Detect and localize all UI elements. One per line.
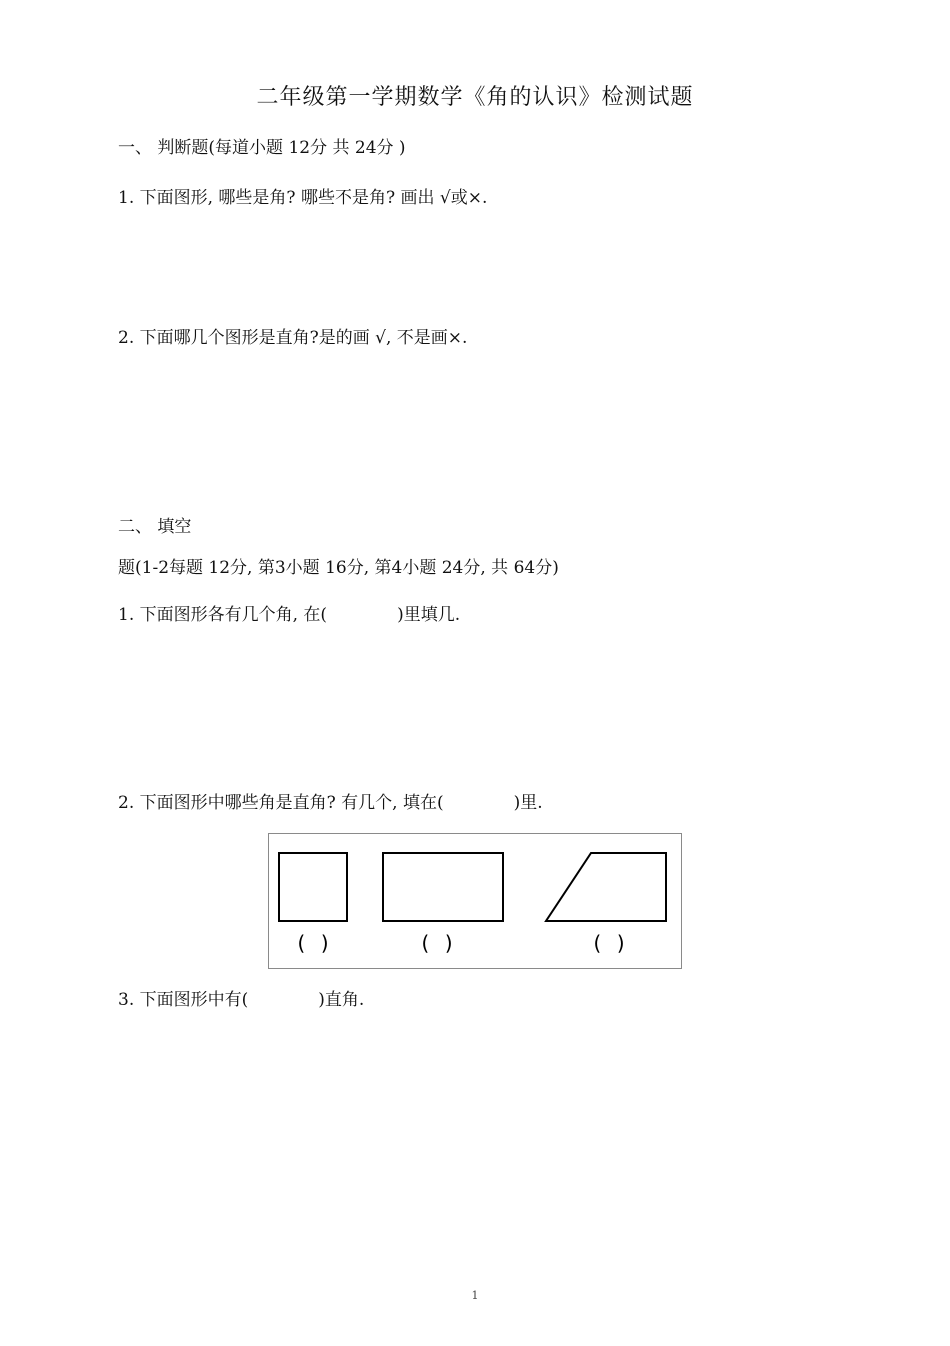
section1-question2: 2. 下面哪几个图形是直角?是的画 √, 不是画×. xyxy=(118,328,468,348)
shapes-figure xyxy=(268,833,682,969)
shapes-drawing xyxy=(269,834,683,970)
page-number: 1 xyxy=(471,1289,479,1302)
section1-question1: 1. 下面图形, 哪些是角? 哪些不是角? 画出 √或×. xyxy=(118,188,488,208)
question3-text-before: 3. 下面图形中有( xyxy=(118,990,249,1010)
section2-heading-line1: 二、 填空 xyxy=(118,517,192,537)
trapezoid-shape xyxy=(546,853,666,921)
rectangle-answer-label: ( ) xyxy=(418,931,456,955)
question1-text-after: )里填几. xyxy=(397,605,461,625)
trapezoid-answer-label: ( ) xyxy=(590,931,628,955)
page-title: 二年级第一学期数学《角的认识》检测试题 xyxy=(256,85,694,110)
question2-text-before: 2. 下面图形中哪些角是直角? 有几个, 填在( xyxy=(118,793,444,813)
square-answer-label: ( ) xyxy=(294,931,332,955)
question3-text-after: )直角. xyxy=(318,990,365,1010)
section2-question3 xyxy=(118,985,364,1010)
section1-heading: 一、 判断题(每道小题 12分 共 24分 ) xyxy=(118,138,406,158)
rectangle-shape xyxy=(383,853,503,921)
square-shape xyxy=(279,853,347,921)
section2-heading-line2: 题(1-2每题 12分, 第3小题 16分, 第4小题 24分, 共 64分) xyxy=(118,558,559,578)
section2-question2 xyxy=(118,788,543,813)
question1-text-before: 1. 下面图形各有几个角, 在( xyxy=(118,605,328,625)
section2-question1 xyxy=(118,600,460,625)
question2-text-after: )里. xyxy=(513,793,543,813)
